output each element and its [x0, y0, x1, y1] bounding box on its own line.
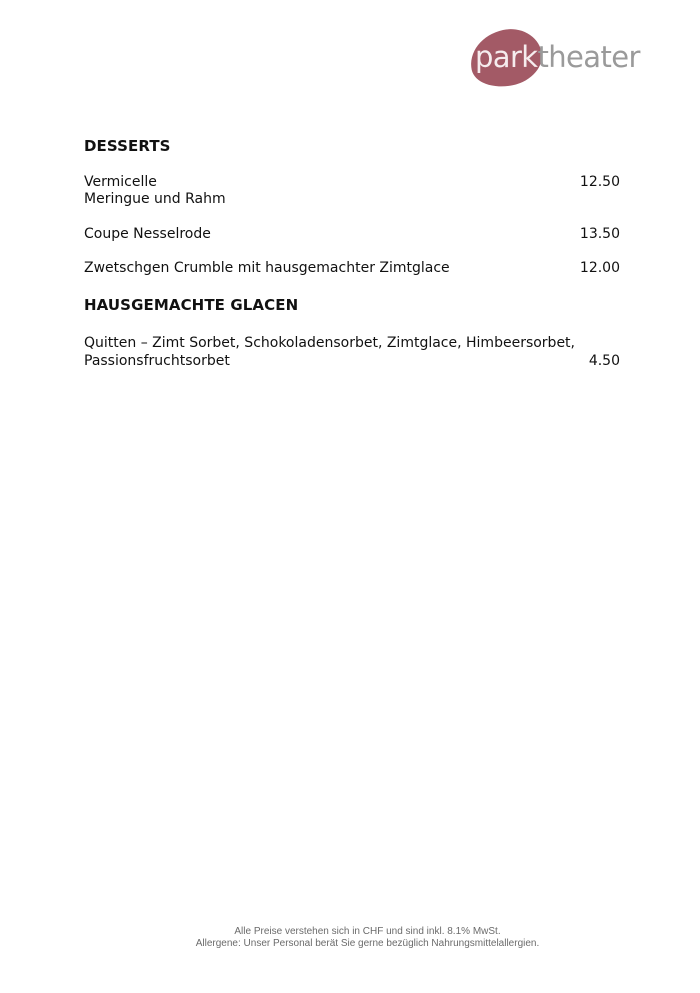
footer-allergen-note: Allergene: Unser Personal berät Sie gerne bezüglich Nahrungsmittelallergien.: [195, 938, 540, 949]
menu-item-crumble-price: 12.00: [579, 260, 620, 276]
section-title-hausgemachte-glacen: HAUSGEMACHTE GLACEN: [84, 296, 299, 314]
menu-item-glacen-price: 4.50: [588, 353, 620, 369]
menu-item-glacen-name-continued: Passionsfruchtsorbet: [84, 353, 230, 369]
menu-item-vermicelle-name: Vermicelle: [84, 174, 157, 190]
menu-item-vermicelle-description: Meringue und Rahm: [84, 191, 226, 207]
footer-price-note: Alle Preise verstehen sich in CHF und sind inkl. 8.1% MwSt.: [234, 926, 501, 937]
logo-wordmark: [475, 40, 640, 74]
logo-word-theater: theater: [537, 40, 640, 74]
logo-word-park: park: [475, 40, 538, 74]
menu-item-glacen-name: Quitten – Zimt Sorbet, Schokoladensorbet, Zimtglace, Himbeersorbet,: [84, 335, 575, 351]
menu-item-coupe-nesselrode-price: 13.50: [579, 226, 620, 242]
parktheater-logo: [470, 28, 640, 90]
menu-item-vermicelle-price: 12.50: [579, 174, 620, 190]
menu-item-coupe-nesselrode-name: Coupe Nesselrode: [84, 226, 211, 242]
section-title-desserts: DESSERTS: [84, 137, 171, 155]
menu-item-crumble-name: Zwetschgen Crumble mit hausgemachter Zimtglace: [84, 260, 450, 276]
